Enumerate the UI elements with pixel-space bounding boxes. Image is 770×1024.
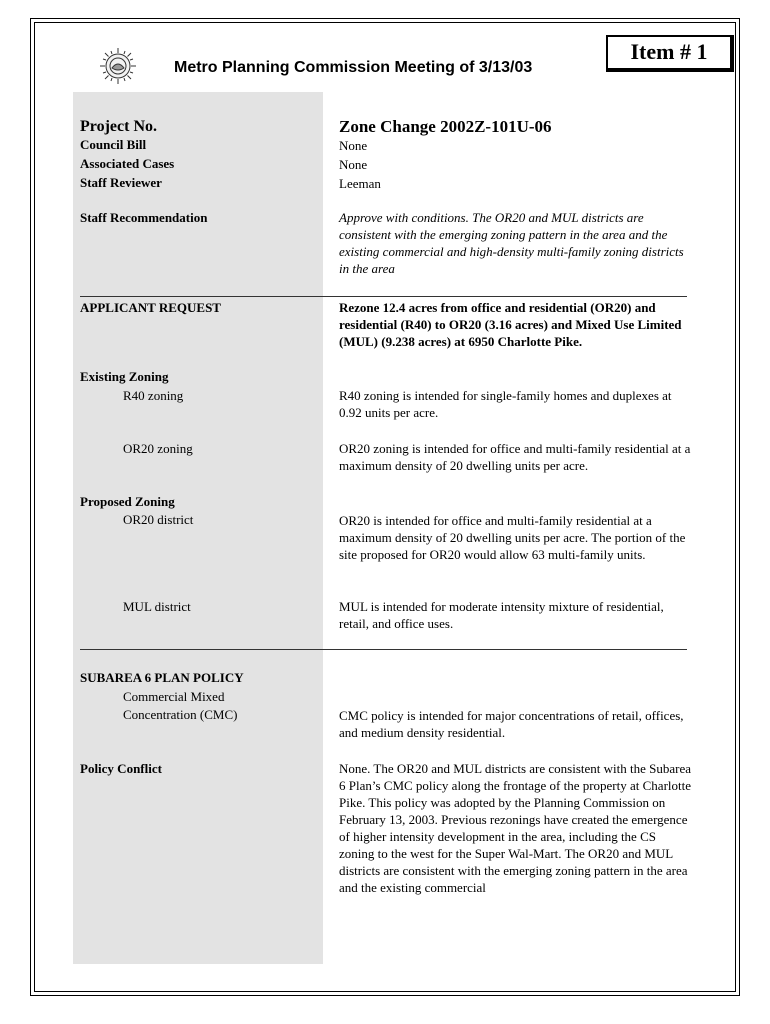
cmc-label-line2: Concentration (CMC) <box>123 707 238 722</box>
project-no-value: Zone Change 2002Z-101U-06 <box>339 117 552 136</box>
cmc-policy-value: CMC policy is intended for major concentrations of retail, offices, and medium density residential. <box>339 708 684 740</box>
meeting-title: Metro Planning Commission Meeting of 3/13/03 <box>174 59 533 76</box>
proposed-zoning-label: Proposed Zoning <box>80 494 175 509</box>
policy-conflict-value: None. The OR20 and MUL districts are consistent with the Subarea 6 Plan’s CMC policy along the frontage of the property at Charlotte Pike. This policy was adopted by the Planning Commission on February 13, 2003. Previous rezonings have created the emergence of higher intensity development in the area, including the CS zoning to the west for the Super Wal-Mart. The OR20 and MUL districts are consistent with the emerging zoning pattern in the area and the existing commercial <box>339 761 692 895</box>
mul-district-label: MUL district <box>123 599 191 614</box>
section-divider <box>80 649 687 650</box>
city-seal-icon <box>98 46 138 86</box>
council-bill-label: Council Bill <box>80 137 147 152</box>
policy-conflict-label: Policy Conflict <box>80 761 162 776</box>
staff-reviewer-label: Staff Reviewer <box>80 175 162 190</box>
associated-cases-value: None <box>339 157 368 172</box>
or20-district-value: OR20 is intended for office and multi-family residential at a maximum density of 20 dwelling units per acre. The portion of the site proposed for OR20 would allow 63 multi-family units. <box>339 513 686 562</box>
subarea-policy-label: SUBAREA 6 PLAN POLICY <box>80 670 244 685</box>
staff-recommendation-value: Approve with conditions. The OR20 and MUL districts are consistent with the emerging zoning pattern in the area and the existing commercial and high-density multi-family zoning districts in the area <box>339 210 684 276</box>
cmc-label-line1: Commercial Mixed <box>123 689 225 704</box>
associated-cases-label: Associated Cases <box>80 156 175 171</box>
r40-zoning-value: R40 zoning is intended for single-family homes and duplexes at 0.92 units per acre. <box>339 388 672 420</box>
applicant-request-label: APPLICANT REQUEST <box>80 300 221 315</box>
or20-zoning-value: OR20 zoning is intended for office and multi-family residential at a maximum density of 20 dwelling units per acre. <box>339 441 691 473</box>
r40-zoning-label: R40 zoning <box>123 388 184 403</box>
item-number-badge: Item # 1 <box>606 35 734 72</box>
mul-district-value: MUL is intended for moderate intensity mixture of residential, retail, and office uses. <box>339 599 664 631</box>
section-divider <box>80 296 687 297</box>
staff-recommendation-label: Staff Recommendation <box>80 210 208 225</box>
applicant-request-value: Rezone 12.4 acres from office and residential (OR20) and residential (R40) to OR20 (3.16 acres) and Mixed Use Limited (MUL) (9.238 acres) at 6950 Charlotte Pike. <box>339 300 682 349</box>
or20-zoning-label: OR20 zoning <box>123 441 193 456</box>
existing-zoning-label: Existing Zoning <box>80 369 169 384</box>
project-no-label: Project No. <box>80 118 157 135</box>
or20-district-label: OR20 district <box>123 512 194 527</box>
staff-reviewer-value: Leeman <box>339 176 381 191</box>
council-bill-value: None <box>339 138 368 153</box>
